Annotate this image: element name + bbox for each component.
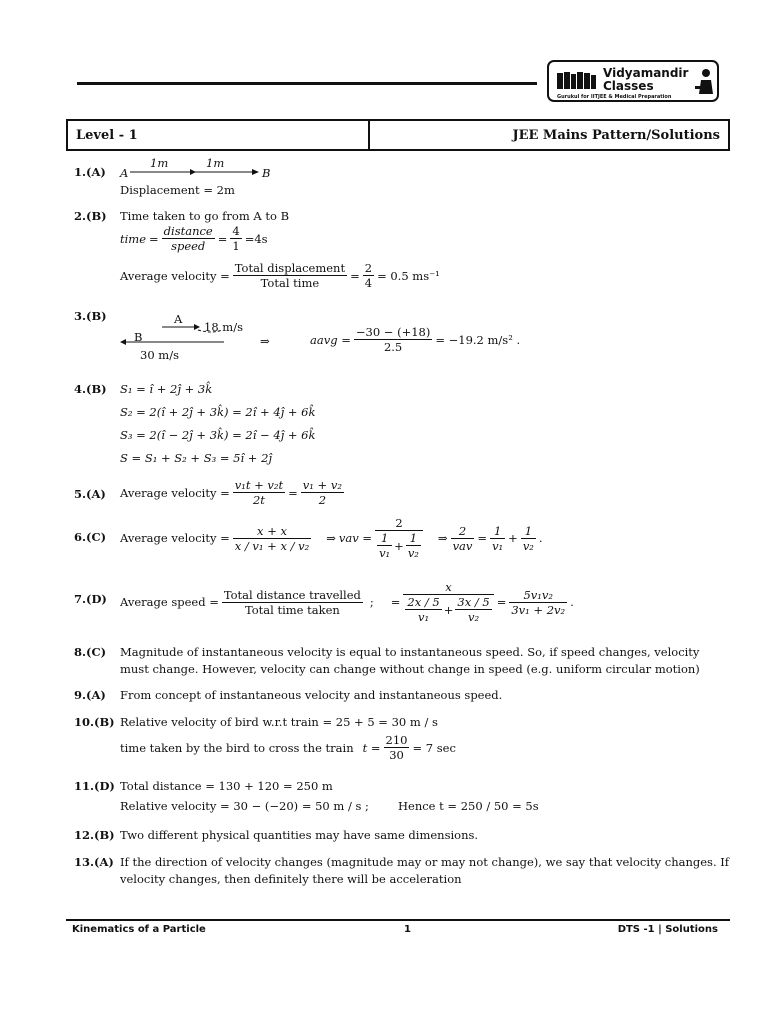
pattern-label: JEE Mains Pattern/Solutions [512, 128, 720, 143]
q7-equation [120, 580, 574, 624]
q11-line3: Hence t = 250 / 50 = 5s [398, 799, 539, 813]
q2-eq-sign3: = [350, 268, 360, 283]
q2-frac2-num: 4 [232, 224, 240, 238]
footer-page-number: 1 [404, 924, 411, 935]
q2-velocity-equation [120, 261, 440, 290]
q5-frac1-num: v₁t + v₂t [234, 478, 284, 492]
q7-frac1-num: Total distance travelled [223, 587, 361, 602]
level-box-divider [368, 121, 370, 149]
q3-label-b: B [134, 330, 143, 344]
q6-equation [120, 516, 543, 560]
q6-eq: = [477, 531, 488, 545]
q8-number: 8.(C) [74, 645, 107, 659]
q3-number: 3.(B) [74, 309, 107, 323]
q6-implies2: ⇒ [437, 531, 448, 545]
q10-line2 [120, 733, 456, 762]
q6-frac2-den-a-den: v₁ [379, 546, 391, 560]
level-header-box [66, 119, 730, 151]
q2-frac3-num: Total displacement [234, 261, 346, 275]
q10-frac-den: 30 [389, 748, 404, 762]
q6-frac5-den: v₂ [522, 538, 534, 553]
q1-result: Displacement = 2m [120, 183, 235, 197]
reader-figure-icon [695, 68, 715, 96]
q2-frac1-num: distance [163, 224, 213, 238]
q2-frac4-num: 2 [364, 261, 373, 275]
q4-line1: S₁ = î + 2ĵ + 3k̂ [120, 382, 213, 396]
q6-frac5-num: 1 [521, 524, 536, 539]
q5-eq: = [288, 485, 298, 500]
q6-frac2-den [375, 531, 423, 560]
q7-frac2-den [403, 595, 493, 624]
q3-frac-num: −30 − (+18) [355, 325, 431, 339]
q2-result1: =4s [244, 231, 268, 246]
q11-line1: Total distance = 130 + 120 = 250 m [120, 779, 333, 793]
q7-frac3 [509, 588, 567, 617]
q7-eq: = [390, 595, 401, 609]
q6-frac3 [451, 524, 475, 553]
footer-chapter: Kinematics of a Particle [72, 924, 206, 935]
q10-number: 10.(B) [74, 715, 115, 729]
q2-frac1-den: speed [171, 239, 206, 253]
q3-equation [310, 325, 520, 354]
q7-frac2 [403, 580, 493, 624]
q3-diagram [120, 312, 243, 364]
q6-frac1-num: x + x [233, 524, 312, 539]
q2-frac2 [230, 224, 241, 253]
q12-text: Two different physical quantities may have same dimensions. [120, 828, 479, 842]
level-label: Level - 1 [76, 128, 138, 143]
q7-frac2-den-a-num: 2x / 5 [407, 595, 440, 609]
q4-line2: S₂ = 2(î + 2ĵ + 3k̂) = 2î + 4ĵ + 6k̂ [120, 405, 316, 419]
q1-point-a: A [120, 166, 129, 180]
q2-frac4 [363, 261, 374, 290]
footer-rule [66, 919, 730, 921]
q7-frac2-den-a [405, 595, 441, 624]
q6-frac2-den-b [406, 531, 421, 560]
q2-eq-sign: = [149, 231, 159, 246]
q6-implies1: ⇒ [326, 531, 336, 545]
header-rule [77, 82, 537, 85]
q5-equation [120, 478, 344, 507]
q3-implies: ⇒ [260, 334, 270, 348]
q2-frac4-den: 4 [364, 276, 373, 290]
q6-frac4-num: 1 [490, 524, 505, 539]
q6-plus: + [394, 538, 404, 553]
q2-line1: Time taken to go from A to B [120, 209, 290, 223]
q4-line4: S = S₁ + S₂ + S₃ = 5î + 2ĵ [120, 451, 272, 465]
q1-number: 1.(A) [74, 165, 106, 179]
brand-logo [547, 60, 719, 102]
q6-frac3-den: vav [452, 538, 473, 553]
q6-frac2-den-b-num: 1 [406, 531, 421, 546]
q13-text: If the direction of velocity changes (magnitude may or may not change), we say that velocity changes. If velocity changes, then definitely there will be acceleration [120, 855, 730, 886]
q6-frac2-num: 2 [375, 516, 423, 531]
q5-number: 5.(A) [74, 487, 106, 501]
q7-number: 7.(D) [74, 592, 107, 606]
q6-frac1 [233, 524, 312, 553]
q7-plus: + [443, 602, 454, 617]
q2-result2: = 0.5 ms⁻¹ [377, 268, 440, 283]
q6-frac2-den-a-num: 1 [377, 531, 392, 546]
q6-plus2: + [508, 531, 518, 545]
q10-lhs: t = [362, 740, 381, 755]
q12-number: 12.(B) [74, 828, 115, 842]
q6-dot: . [538, 531, 543, 545]
q5-label: Average velocity = [120, 485, 230, 500]
q1-seg2-label: 1m [206, 156, 225, 170]
q6-vav: vav = [338, 531, 373, 545]
q1-point-b: B [262, 166, 271, 180]
q6-frac3-num: 2 [451, 524, 475, 539]
brand-name-line2: Classes [603, 79, 654, 93]
q6-frac2 [375, 516, 423, 560]
q5-frac1 [233, 478, 285, 507]
q4-line3: S₃ = 2(î − 2ĵ + 3k̂) = 2î − 4ĵ + 6k̂ [120, 428, 316, 442]
q4-number: 4.(B) [74, 382, 107, 396]
q10-frac [384, 733, 410, 762]
q10-result: = 7 sec [412, 740, 456, 755]
q7-label: Average speed = [120, 595, 219, 609]
q7-frac3-num: 5v₁v₂ [509, 588, 567, 603]
q3-velocity-a: 18 m/s [204, 320, 243, 334]
q1-diagram [120, 156, 280, 182]
q3-frac [354, 325, 432, 354]
q2-eq-sign2: = [217, 231, 228, 246]
footer-series: DTS -1 | Solutions [617, 924, 718, 935]
q6-frac2-den-a [377, 531, 392, 560]
q3-lhs: aavg = [310, 332, 351, 347]
q7-frac2-den-b-num: 3x / 5 [457, 595, 490, 609]
q6-frac5 [521, 524, 536, 553]
q7-frac2-den-b-den: v₂ [467, 610, 480, 624]
q5-frac2-num: v₁ + v₂ [302, 478, 342, 492]
q2-number: 2.(B) [74, 209, 107, 223]
q3-label-a: A [174, 312, 183, 326]
q2-avg-label: Average velocity = [120, 268, 230, 283]
q6-frac1-den: x / v₁ + x / v₂ [234, 538, 310, 553]
q6-frac4-den: v₁ [492, 538, 504, 553]
q2-frac2-den: 1 [232, 239, 240, 253]
q5-frac2 [301, 478, 344, 507]
q5-frac1-den: 2t [252, 493, 265, 507]
q11-line2: Relative velocity = 30 − (−20) = 50 m / s ; [120, 799, 369, 813]
q3-frac-den: 2.5 [383, 340, 403, 354]
books-icon [557, 72, 597, 90]
q2-frac3 [233, 261, 347, 290]
q7-eq2: = [496, 595, 507, 609]
q2-lhs: time [120, 231, 147, 246]
q9-text: From concept of instantaneous velocity and instantaneous speed. [120, 688, 503, 702]
q1-arrow [130, 168, 260, 176]
q7-semicolon: ; [369, 595, 374, 609]
q10-line2-label: time taken by the bird to cross the train [120, 740, 354, 755]
q13-number: 13.(A) [74, 855, 114, 869]
brand-tagline: Gurukul for IITJEE & Medical Preparation [557, 94, 672, 100]
q7-dot: . [570, 595, 574, 609]
q7-frac3-den: 3v₁ + 2v₂ [511, 602, 566, 617]
q7-frac1-den: Total time taken [244, 602, 340, 617]
q10-line1: Relative velocity of bird w.r.t train = 25 + 5 = 30 m / s [120, 715, 438, 729]
q2-frac3-den: Total time [260, 276, 320, 290]
q7-frac2-num: x [403, 580, 493, 595]
q6-frac4 [490, 524, 505, 553]
q3-velocity-b: 30 m/s [140, 348, 179, 362]
q7-frac2-den-a-den: v₁ [418, 610, 430, 624]
q3-arrow-b [120, 338, 224, 346]
q2-time-equation [120, 224, 268, 253]
q3-result: = −19.2 m/s² . [435, 332, 521, 347]
q1-seg1-label: 1m [150, 156, 169, 170]
q5-frac2-den: 2 [318, 493, 327, 507]
brand-name-line1: Vidyamandir [603, 66, 689, 80]
q9-number: 9.(A) [74, 688, 106, 702]
q2-frac1 [162, 224, 215, 253]
q6-frac2-den-b-den: v₂ [407, 546, 419, 560]
q8-text: Magnitude of instantaneous velocity is equal to instantaneous speed. So, if speed changes, velocity must change. However, velocity can change without change in speed (e.g. uniform circular motion) [120, 645, 700, 676]
q6-number: 6.(C) [74, 530, 107, 544]
q10-frac-num: 210 [385, 733, 408, 747]
q7-frac2-den-b [455, 595, 491, 624]
q11-number: 11.(D) [74, 779, 115, 793]
q6-label: Average velocity = [120, 531, 230, 545]
q7-frac1 [222, 588, 363, 617]
